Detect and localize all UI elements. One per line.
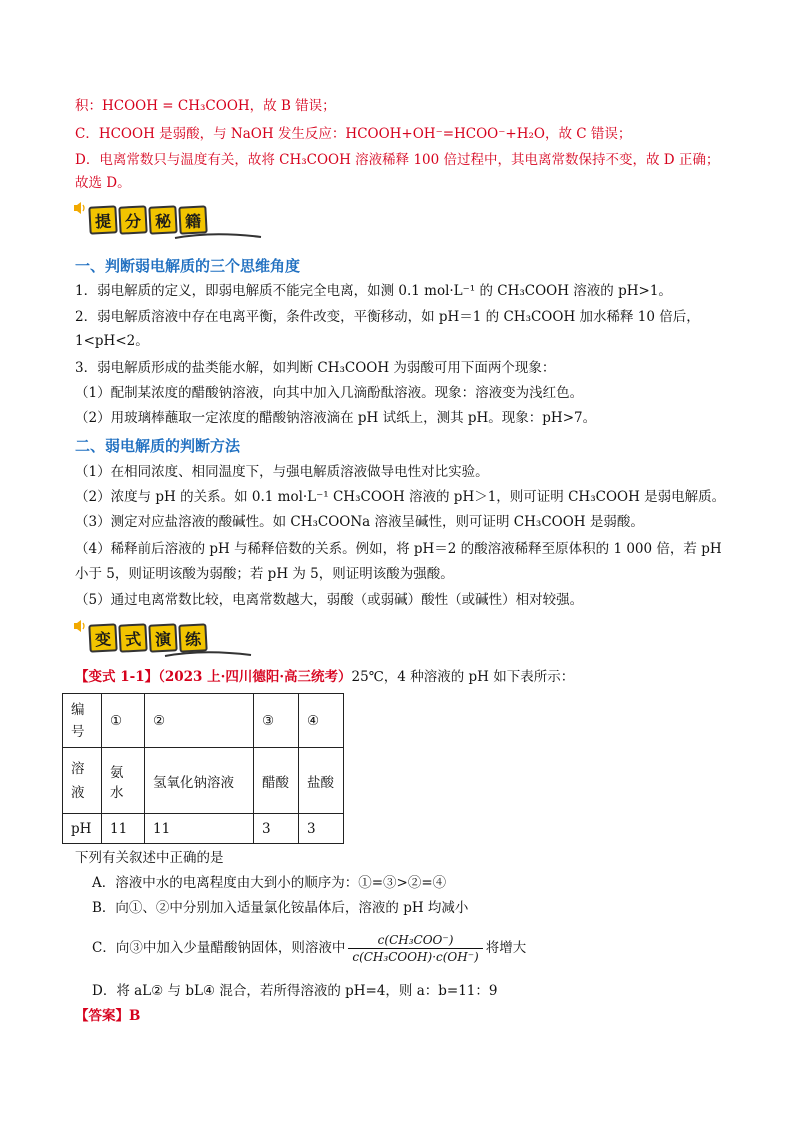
section1-item: 2．弱电解质溶液中存在电离平衡，条件改变，平衡移动，如 pH＝1 的 CH₃COOH 加水稀释 10 倍后， bbox=[75, 309, 700, 325]
question-source: （2023 上·四川德阳·高三统考） bbox=[158, 669, 352, 685]
option-a: A．溶液中水的电离程度由大到小的顺序为：①=③>②=④ bbox=[92, 875, 447, 891]
banner-char: 练 bbox=[178, 623, 207, 652]
fraction-numerator: c(CH₃COO⁻) bbox=[348, 932, 482, 949]
banner-practice bbox=[73, 618, 223, 658]
table-cell: ① bbox=[102, 694, 145, 748]
section2-item: （4）稀释前后溶液的 pH 与稀释倍数的关系。例如，将 pH＝2 的酸溶液稀释至原体积的 1 000 倍，若 pH bbox=[75, 541, 722, 557]
banner-char: 秘 bbox=[148, 205, 177, 234]
option-d: D．将 aL② 与 bL④ 混合，若所得溶液的 pH=4，则 a：b=11：9 bbox=[92, 983, 498, 999]
section1-item: 3．弱电解质形成的盐类能水解，如判断 CH₃COOH 为弱酸可用下面两个现象： bbox=[75, 360, 556, 376]
speaker-icon bbox=[73, 200, 89, 216]
section1-item: （2）用玻璃棒蘸取一定浓度的醋酸钠溶液滴在 pH 试纸上，测其 pH。现象：pH>7。 bbox=[75, 410, 597, 426]
question-header bbox=[75, 667, 574, 687]
table-cell: 盐酸 bbox=[299, 748, 344, 814]
table-row bbox=[63, 748, 344, 814]
answer-line-2: C．HCOOH 是弱酸，与 NaOH 发生反应：HCOOH+OH⁻=HCOO⁻+H₂O，故 C 错误； bbox=[75, 126, 632, 142]
answer-label: 【答案】 bbox=[75, 1008, 129, 1024]
question-tag: 【变式 1-1】 bbox=[75, 669, 159, 685]
answer-row bbox=[75, 1006, 140, 1026]
section2-item: （2）浓度与 pH 的关系。如 0.1 mol·L⁻¹ CH₃COOH 溶液的 pH＞1，则可证明 CH₃COOH 是弱电解质。 bbox=[75, 489, 726, 505]
table-cell: 11 bbox=[145, 814, 254, 844]
section1-item: （1）配制某浓度的醋酸钠溶液，向其中加入几滴酚酞溶液。现象：溶液变为浅红色。 bbox=[75, 385, 584, 401]
option-c-suffix: 将增大 bbox=[485, 940, 527, 956]
banner-char: 式 bbox=[118, 623, 147, 652]
table-cell: 溶液 bbox=[63, 748, 102, 814]
answer-line-1: 积：HCOOH = CH₃COOH，故 B 错误； bbox=[75, 98, 336, 114]
fraction-denominator: c(CH₃COOH)·c(OH⁻) bbox=[352, 950, 479, 964]
banner-tips bbox=[73, 200, 223, 240]
section2-item: 小于 5，则证明该酸为弱酸；若 pH 为 5，则证明该酸为强酸。 bbox=[75, 566, 454, 582]
table-cell: 编号 bbox=[63, 694, 102, 748]
table-cell: ② bbox=[145, 694, 254, 748]
ph-table bbox=[62, 693, 344, 844]
table-cell: 醋酸 bbox=[254, 748, 299, 814]
swoosh-decoration bbox=[173, 231, 263, 241]
option-b: B．向①、②中分别加入适量氯化铵晶体后，溶液的 pH 均减小 bbox=[92, 900, 469, 916]
table-cell: ④ bbox=[299, 694, 344, 748]
section1-item: 1．弱电解质的定义，即弱电解质不能完全电离，如测 0.1 mol·L⁻¹ 的 CH₃COOH 溶液的 pH>1。 bbox=[75, 283, 672, 299]
answer-value: B bbox=[129, 1008, 141, 1024]
table-cell: 3 bbox=[299, 814, 344, 844]
speaker-icon bbox=[73, 618, 89, 634]
fraction bbox=[348, 932, 482, 965]
table-cell: 3 bbox=[254, 814, 299, 844]
section-heading-1: 一、判断弱电解质的三个思维角度 bbox=[75, 257, 301, 275]
banner-char: 提 bbox=[88, 205, 117, 234]
table-cell: 氢氧化钠溶液 bbox=[145, 748, 254, 814]
table-cell: ③ bbox=[254, 694, 299, 748]
banner-char: 变 bbox=[88, 623, 117, 652]
option-c-text: C．向③中加入少量醋酸钠固体，则溶液中 bbox=[92, 940, 346, 956]
table-cell: 11 bbox=[102, 814, 145, 844]
section-heading-2: 二、弱电解质的判断方法 bbox=[75, 437, 241, 455]
answer-line-3: D．电离常数只与温度有关，故将 CH₃COOH 溶液稀释 100 倍过程中，其电离常数保持不变，故 D 正确； bbox=[75, 152, 720, 168]
banner-char: 演 bbox=[148, 623, 177, 652]
table-row bbox=[63, 694, 344, 748]
section2-item: （1）在相同浓度、相同温度下，与强电解质溶液做导电性对比实验。 bbox=[75, 464, 489, 480]
table-row bbox=[63, 814, 344, 844]
banner-char: 分 bbox=[118, 205, 147, 234]
option-c bbox=[92, 930, 526, 966]
question-prompt: 下列有关叙述中正确的是 bbox=[75, 850, 224, 866]
table-cell: 氨水 bbox=[102, 748, 145, 814]
section1-item: 1<pH<2。 bbox=[75, 333, 149, 349]
section2-item: （3）测定对应盐溶液的酸碱性。如 CH₃COONa 溶液呈碱性，则可证明 CH₃COOH 是弱酸。 bbox=[75, 514, 644, 530]
banner-char: 籍 bbox=[178, 205, 207, 234]
table-cell: pH bbox=[63, 814, 102, 844]
answer-line-4: 故选 D。 bbox=[75, 175, 131, 191]
section2-item: （5）通过电离常数比较，电离常数越大，弱酸（或弱碱）酸性（或碱性）相对较强。 bbox=[75, 592, 584, 608]
question-stem: 25℃，4 种溶液的 pH 如下表所示： bbox=[351, 669, 575, 685]
swoosh-decoration bbox=[163, 649, 253, 659]
